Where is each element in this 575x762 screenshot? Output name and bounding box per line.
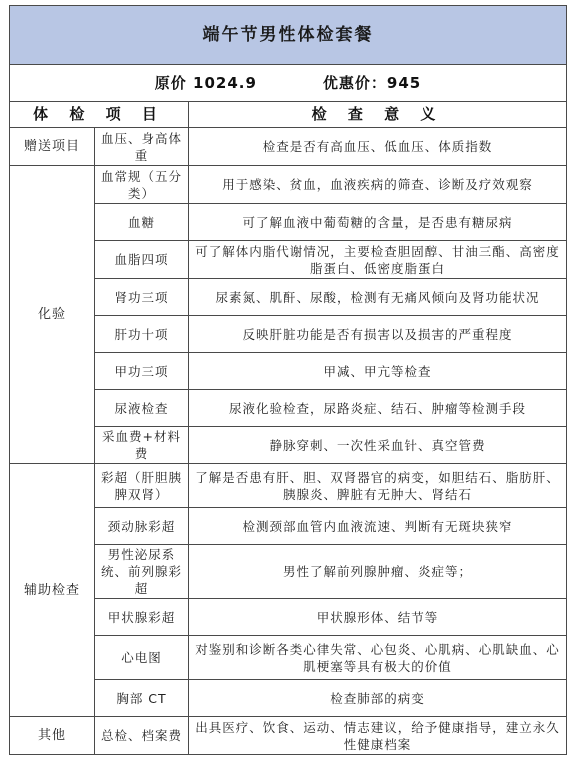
original-price: 原价 1024.9: [154, 73, 257, 92]
category-cell: 化验: [10, 166, 95, 464]
item-cell: 血压、身高体重: [95, 128, 189, 166]
meaning-cell: 检查肺部的病变: [189, 680, 567, 717]
meaning-cell: 甲减、甲亢等检查: [189, 353, 567, 390]
item-cell: 血脂四项: [95, 241, 189, 279]
category-cell: 辅助检查: [10, 464, 95, 717]
category-cell: 其他: [10, 717, 95, 755]
item-cell: 男性泌尿系统、前列腺彩超: [95, 545, 189, 599]
category-cell: 赠送项目: [10, 128, 95, 166]
meaning-cell: 可了解血液中葡萄糖的含量，是否患有糖尿病: [189, 204, 567, 241]
item-cell: 肝功十项: [95, 316, 189, 353]
table-row: [10, 166, 567, 204]
table-row: [10, 128, 567, 166]
checkup-package-table: [9, 5, 567, 755]
item-cell: 胸部 CT: [95, 680, 189, 717]
meaning-cell: 检查是否有高血压、低血压、体质指数: [189, 128, 567, 166]
meaning-cell: 检测颈部血管内血液流速、判断有无斑块狭窄: [189, 508, 567, 545]
item-cell: 肾功三项: [95, 279, 189, 316]
meaning-cell: 甲状腺形体、结节等: [189, 599, 567, 636]
item-cell: 血常规（五分类）: [95, 166, 189, 204]
table-row: [10, 717, 567, 755]
meaning-cell: 反映肝脏功能是否有损害以及损害的严重程度: [189, 316, 567, 353]
meaning-cell: 静脉穿刺、一次性采血针、真空管费: [189, 427, 567, 464]
meaning-cell: 男性了解前列腺肿瘤、炎症等；: [189, 545, 567, 599]
header-meaning: 检 查 意 义: [189, 102, 567, 128]
table-body: [10, 6, 567, 755]
meaning-cell: 出具医疗、饮食、运动、情志建议，给予健康指导，建立永久性健康档案: [189, 717, 567, 755]
item-cell: 尿液检查: [95, 390, 189, 427]
meaning-cell: 可了解体内脂代谢情况，主要检查胆固醇、甘油三酯、高密度脂蛋白、低密度脂蛋白: [189, 241, 567, 279]
page-title: 端午节男性体检套餐: [10, 6, 567, 65]
table-row: [10, 464, 567, 508]
item-cell: 颈动脉彩超: [95, 508, 189, 545]
meaning-cell: 尿液化验检查，尿路炎症、结石、肿瘤等检测手段: [189, 390, 567, 427]
discount-price: 优惠价：945: [322, 73, 422, 92]
title-row: [10, 6, 567, 65]
meaning-cell: 用于感染、贫血，血液疾病的筛查、诊断及疗效观察: [189, 166, 567, 204]
item-cell: 甲功三项: [95, 353, 189, 390]
item-cell: 甲状腺彩超: [95, 599, 189, 636]
price-cell: [10, 65, 567, 102]
item-cell: 血糖: [95, 204, 189, 241]
item-cell: 彩超（肝胆胰脾双肾）: [95, 464, 189, 508]
meaning-cell: 尿素氮、肌酐、尿酸，检测有无痛风倾向及肾功能状况: [189, 279, 567, 316]
item-cell: 心电图: [95, 636, 189, 680]
header-item: 体 检 项 目: [10, 102, 189, 128]
meaning-cell: 对鉴别和诊断各类心律失常、心包炎、心肌病、心肌缺血、心肌梗塞等具有极大的价值: [189, 636, 567, 680]
meaning-cell: 了解是否患有肝、胆、双肾器官的病变，如胆结石、脂肪肝、胰腺炎、脾脏有无肿大、肾结石: [189, 464, 567, 508]
header-row: [10, 102, 567, 128]
item-cell: 总检、档案费: [95, 717, 189, 755]
price-row: [10, 65, 567, 102]
item-cell: 采血费+材料费: [95, 427, 189, 464]
